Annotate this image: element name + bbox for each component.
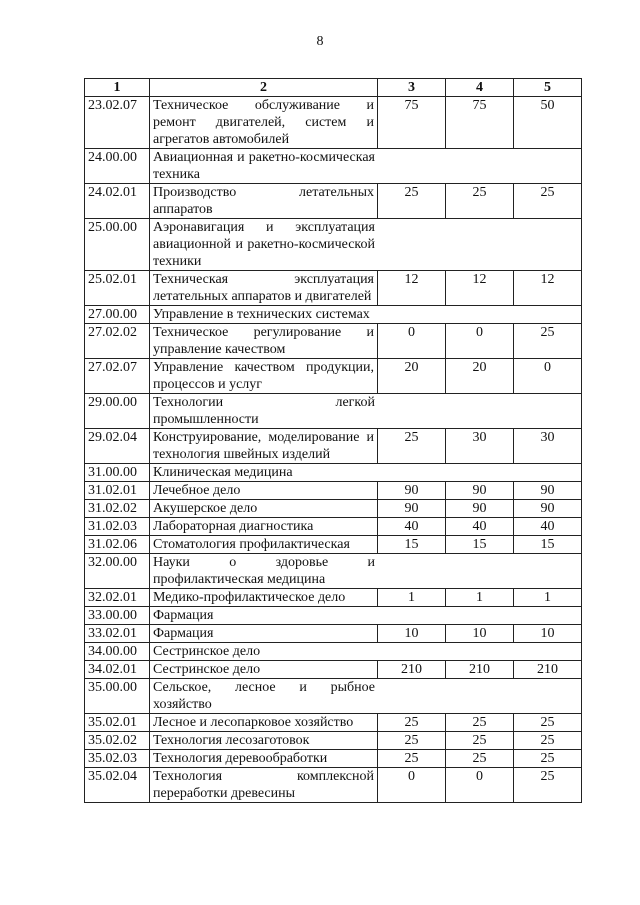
- specialty-name-cell: Лечебное дело: [150, 482, 378, 500]
- column-header-2: 2: [150, 79, 378, 97]
- value-cell-col3: 0: [378, 324, 446, 359]
- table-row: [85, 149, 582, 184]
- value-cell-col3: 25: [378, 714, 446, 732]
- value-cell-col5: 10: [514, 625, 582, 643]
- value-cell-col4: 1: [446, 589, 514, 607]
- value-cell-col4: 20: [446, 359, 514, 394]
- value-cell-col3: 12: [378, 271, 446, 306]
- value-cell-col4: 25: [446, 714, 514, 732]
- specialty-code-cell: 35.00.00: [85, 679, 150, 714]
- specialty-name-cell: Технология комплексной переработки древесины: [150, 768, 378, 803]
- value-cell-col3: 40: [378, 518, 446, 536]
- section-name-text: Аэронавигация и эксплуатация авиационной и ракетно-космической техники: [153, 220, 375, 269]
- table-row: [85, 625, 582, 643]
- table-header-row: [85, 79, 582, 97]
- specialty-code-cell: 29.02.04: [85, 429, 150, 464]
- value-cell-col5: 25: [514, 768, 582, 803]
- value-cell-col3: 1: [378, 589, 446, 607]
- specialty-name-cell: Технология лесозаготовок: [150, 732, 378, 750]
- value-cell-col5: 210: [514, 661, 582, 679]
- specialty-name-cell: Управление качеством продукции, процессов и услуг: [150, 359, 378, 394]
- value-cell-col5: 25: [514, 714, 582, 732]
- table-row: [85, 97, 582, 149]
- specialty-name-cell: Техническое обслуживание и ремонт двигателей, систем и агрегатов автомобилей: [150, 97, 378, 149]
- column-header-5: 5: [514, 79, 582, 97]
- specialty-name-cell: [150, 643, 582, 661]
- specialty-name-cell: Техническая эксплуатация летательных аппаратов и двигателей: [150, 271, 378, 306]
- value-cell-col4: 12: [446, 271, 514, 306]
- value-cell-col5: 30: [514, 429, 582, 464]
- table-row: [85, 324, 582, 359]
- value-cell-col4: 0: [446, 768, 514, 803]
- value-cell-col5: 15: [514, 536, 582, 554]
- specialty-name-cell: Производство летательных аппаратов: [150, 184, 378, 219]
- specialty-code-cell: 23.02.07: [85, 97, 150, 149]
- specialty-name-cell: Технология деревообработки: [150, 750, 378, 768]
- specialty-code-cell: 33.00.00: [85, 607, 150, 625]
- specialty-code-cell: 25.02.01: [85, 271, 150, 306]
- column-header-1: 1: [85, 79, 150, 97]
- value-cell-col3: 20: [378, 359, 446, 394]
- specialty-code-cell: 27.02.07: [85, 359, 150, 394]
- specialty-code-cell: 29.00.00: [85, 394, 150, 429]
- table-row: [85, 184, 582, 219]
- value-cell-col4: 25: [446, 732, 514, 750]
- value-cell-col5: 1: [514, 589, 582, 607]
- specialty-code-cell: 32.00.00: [85, 554, 150, 589]
- value-cell-col5: 25: [514, 324, 582, 359]
- specialty-code-cell: 27.00.00: [85, 306, 150, 324]
- specialty-name-cell: Техническое регулирование и управление качеством: [150, 324, 378, 359]
- value-cell-col4: 25: [446, 184, 514, 219]
- table-row: [85, 643, 582, 661]
- section-name-text: Технологии легкой промышленности: [153, 395, 375, 427]
- specialty-name-cell: [150, 306, 582, 324]
- value-cell-col4: 210: [446, 661, 514, 679]
- value-cell-col4: 25: [446, 750, 514, 768]
- specialty-code-cell: 31.02.02: [85, 500, 150, 518]
- specialty-code-cell: 33.02.01: [85, 625, 150, 643]
- value-cell-col3: 10: [378, 625, 446, 643]
- specialty-name-cell: Сестринское дело: [150, 661, 378, 679]
- value-cell-col5: 90: [514, 500, 582, 518]
- section-name-text: Сельское, лесное и рыбное хозяйство: [153, 680, 375, 712]
- section-name-text: Фармация: [153, 608, 214, 623]
- value-cell-col5: 90: [514, 482, 582, 500]
- table-row: [85, 679, 582, 714]
- section-name-text: Авиационная и ракетно-космическая техника: [153, 150, 375, 182]
- table-row: [85, 518, 582, 536]
- table-row: [85, 554, 582, 589]
- table-row: [85, 500, 582, 518]
- specialty-code-cell: 31.02.03: [85, 518, 150, 536]
- value-cell-col3: 90: [378, 482, 446, 500]
- table-row: [85, 271, 582, 306]
- section-name-text: Сестринское дело: [153, 644, 261, 659]
- value-cell-col3: 75: [378, 97, 446, 149]
- specialty-name-cell: Стоматология профилактическая: [150, 536, 378, 554]
- specialty-code-cell: 24.02.01: [85, 184, 150, 219]
- specialty-code-cell: 31.00.00: [85, 464, 150, 482]
- value-cell-col4: 30: [446, 429, 514, 464]
- specialty-code-cell: 27.02.02: [85, 324, 150, 359]
- value-cell-col3: 25: [378, 732, 446, 750]
- value-cell-col5: 25: [514, 184, 582, 219]
- section-name-text: Клиническая медицина: [153, 465, 293, 480]
- specialty-code-cell: 31.02.01: [85, 482, 150, 500]
- table-body: [85, 97, 582, 803]
- specialty-name-cell: [150, 679, 582, 714]
- value-cell-col5: 25: [514, 750, 582, 768]
- table-row: [85, 768, 582, 803]
- value-cell-col4: 0: [446, 324, 514, 359]
- specialty-name-cell: Акушерское дело: [150, 500, 378, 518]
- table-row: [85, 394, 582, 429]
- specialty-code-cell: 24.00.00: [85, 149, 150, 184]
- table-row: [85, 607, 582, 625]
- table-row: [85, 219, 582, 271]
- column-header-4: 4: [446, 79, 514, 97]
- value-cell-col4: 15: [446, 536, 514, 554]
- table-row: [85, 732, 582, 750]
- column-header-3: 3: [378, 79, 446, 97]
- value-cell-col3: 25: [378, 429, 446, 464]
- value-cell-col3: 90: [378, 500, 446, 518]
- value-cell-col4: 75: [446, 97, 514, 149]
- page-number: 8: [316, 34, 324, 49]
- value-cell-col5: 50: [514, 97, 582, 149]
- specialty-name-cell: Лабораторная диагностика: [150, 518, 378, 536]
- specialty-code-cell: 34.00.00: [85, 643, 150, 661]
- specialty-name-cell: [150, 607, 582, 625]
- value-cell-col3: 25: [378, 750, 446, 768]
- specialty-code-cell: 32.02.01: [85, 589, 150, 607]
- specialty-code-cell: 25.00.00: [85, 219, 150, 271]
- value-cell-col3: 210: [378, 661, 446, 679]
- specialty-name-cell: Лесное и лесопарковое хозяйство: [150, 714, 378, 732]
- section-name-text: Науки о здоровье и профилактическая медицина: [153, 555, 375, 587]
- value-cell-col5: 12: [514, 271, 582, 306]
- table-row: [85, 714, 582, 732]
- value-cell-col3: 25: [378, 184, 446, 219]
- specialty-code-cell: 31.02.06: [85, 536, 150, 554]
- table-row: [85, 359, 582, 394]
- value-cell-col5: 40: [514, 518, 582, 536]
- table-row: [85, 482, 582, 500]
- specialty-code-cell: 35.02.03: [85, 750, 150, 768]
- specialty-code-cell: 35.02.02: [85, 732, 150, 750]
- table-row: [85, 536, 582, 554]
- specialty-name-cell: [150, 394, 582, 429]
- specialty-name-cell: Фармация: [150, 625, 378, 643]
- section-name-text: Управление в технических системах: [153, 307, 370, 322]
- specialty-code-cell: 34.02.01: [85, 661, 150, 679]
- table-row: [85, 750, 582, 768]
- table-row: [85, 306, 582, 324]
- specialty-code-cell: 35.02.01: [85, 714, 150, 732]
- specialty-code-cell: 35.02.04: [85, 768, 150, 803]
- specialty-name-cell: [150, 464, 582, 482]
- value-cell-col4: 90: [446, 482, 514, 500]
- specialty-name-cell: [150, 149, 582, 184]
- specialty-name-cell: Медико-профилактическое дело: [150, 589, 378, 607]
- table-row: [85, 464, 582, 482]
- value-cell-col4: 40: [446, 518, 514, 536]
- value-cell-col5: 25: [514, 732, 582, 750]
- value-cell-col3: 15: [378, 536, 446, 554]
- table-row: [85, 429, 582, 464]
- table-row: [85, 661, 582, 679]
- value-cell-col5: 0: [514, 359, 582, 394]
- specialty-name-cell: [150, 554, 582, 589]
- value-cell-col3: 0: [378, 768, 446, 803]
- specialty-name-cell: Конструирование, моделирование и технология швейных изделий: [150, 429, 378, 464]
- specialties-table: [84, 78, 582, 803]
- value-cell-col4: 90: [446, 500, 514, 518]
- table-row: [85, 589, 582, 607]
- specialty-name-cell: [150, 219, 582, 271]
- value-cell-col4: 10: [446, 625, 514, 643]
